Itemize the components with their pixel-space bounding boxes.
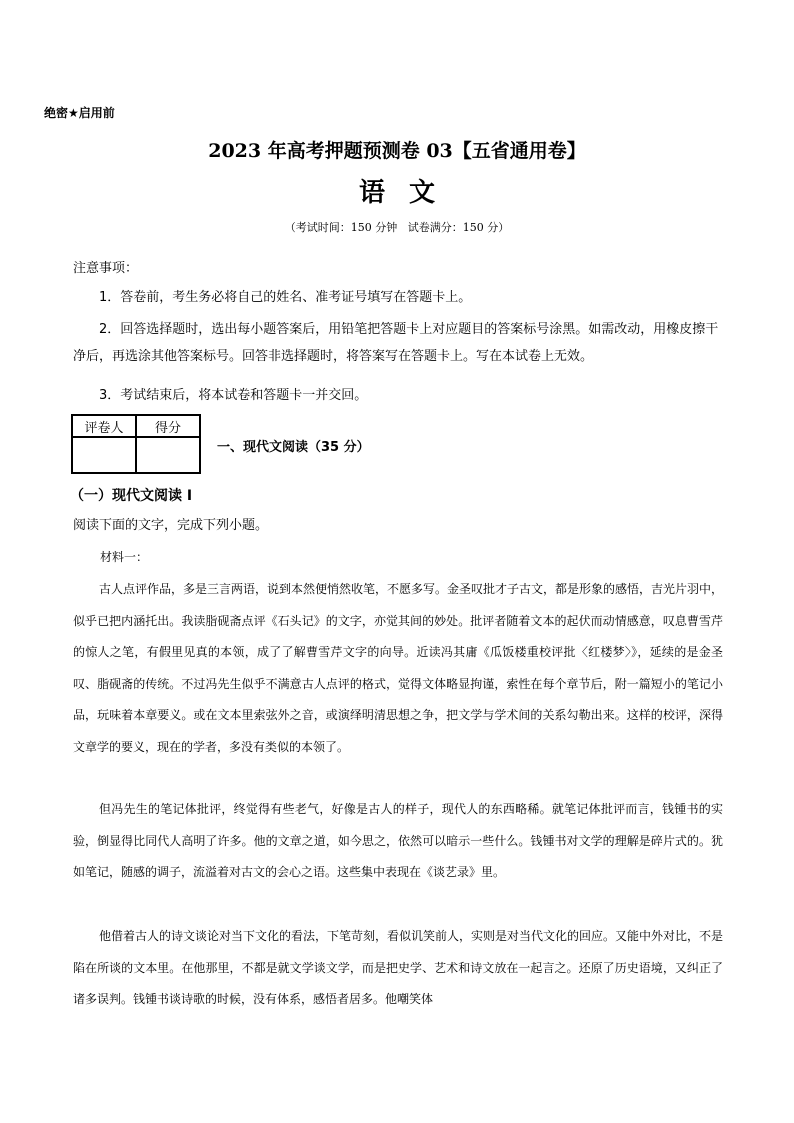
passage-paragraph: 他借着古人的诗文谈论对当下文化的看法，下笔苛刻，看似讥笑前人，实则是对当代文化的回应。又能中外对比，不是陷在所谈的文本里。在他那里，不都是就文学谈文学，而是把史学、艺术和诗文放在一起言之。还原了历史语境，又纠正了诸多误判。钱锺书谈诗歌的时候，没有体系，感悟者居多。他嘲笑体 <box>73 929 724 1006</box>
grader-header: 评卷人 <box>72 415 136 437</box>
passage-paragraph: 但冯先生的笔记体批评，终觉得有些老气，好像是古人的样子，现代人的东西略稀。就笔记体批评而言，钱锺书的实验，倒显得比同代人高明了许多。他的文章之道，如今思之，依然可以暗示一些什么。钱锺书对文学的理解是碎片式的。犹如笔记，随感的调子，流溢着对古文的会心之语。这些集中表现在《谈艺录》里。 <box>73 802 723 879</box>
notice-item: 1．答卷前，考生务必将自己的姓名、准考证号填写在答题卡上。 <box>99 290 472 305</box>
grader-cell <box>72 437 136 473</box>
score-table <box>71 414 201 474</box>
subsection-heading: （一）现代文阅读 I <box>70 488 193 504</box>
passage-paragraph: 古人点评作品，多是三言两语，说到本然便悄然收笔，不愿多写。金圣叹批才子古文，都是形象的感悟，吉光片羽中，似乎已把内涵托出。我读脂砚斋点评《石头记》的文字，亦觉其间的妙处。批评者随着文本的起伏而动情感意，叹息曹雪芹的惊人之笔，有假里见真的本领，成了了解曹雪芹文字的向导。近读冯其庸《瓜饭楼重校评批〈红楼梦〉》，延续的是金圣叹、脂砚斋的传统。不过冯先生似乎不满意古人点评的格式，觉得文体略显拘谨，索性在每个章节后，附一篇短小的笔记小品，玩味着本章要义。或在文本里索弦外之音，或演绎明清思想之争，把文学与学术间的关系勾勒出来。这样的校评，深得文章学的要义，现在的学者，多没有类似的本领了。 <box>73 582 724 754</box>
instruction-text: 阅读下面的文字，完成下列小题。 <box>73 518 269 533</box>
material-label: 材料一： <box>100 550 149 564</box>
score-cell <box>136 437 200 473</box>
confidential-label: 绝密★启用前 <box>44 106 115 120</box>
section-heading: 一、现代文阅读（35 分） <box>217 440 370 455</box>
subject-title: 语文 <box>358 178 459 208</box>
exam-title: 2023 年高考押题预测卷 03【五省通用卷】 <box>208 140 586 162</box>
notice-item: 3．考试结束后，将本试卷和答题卡一并交回。 <box>99 388 368 403</box>
score-header: 得分 <box>136 415 200 437</box>
notice-title: 注意事项： <box>73 261 139 276</box>
notice-item: 2．回答选择题时，选出每小题答案后，用铅笔把答题卡上对应题目的答案标号涂黑。如需改动，用橡皮擦干净后，再选涂其他答案标号。回答非选择题时，将答案写在答题卡上。写在本试卷上无效。 <box>73 322 719 364</box>
exam-info: （考试时间：150 分钟 试卷满分：150 分） <box>284 221 510 234</box>
